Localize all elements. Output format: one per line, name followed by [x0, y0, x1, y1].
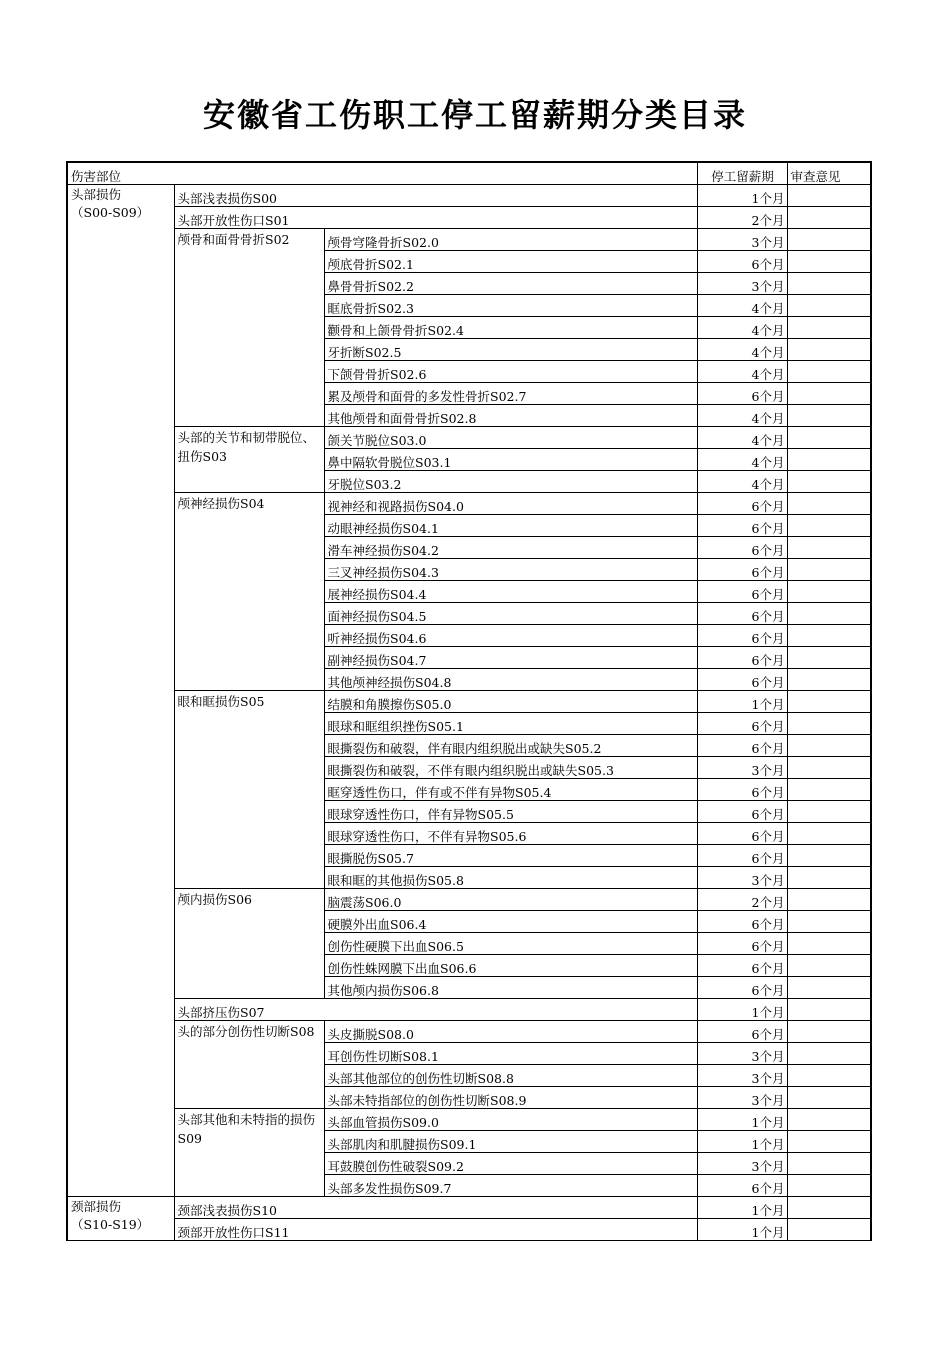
- period-value: 3个月: [697, 757, 787, 779]
- item-label: 面神经损伤S04.5: [324, 603, 697, 625]
- group-label: 头部其他和未特指的损伤S09: [174, 1109, 324, 1197]
- period-value: 6个月: [697, 559, 787, 581]
- item-label: 下颌骨骨折S02.6: [324, 361, 697, 383]
- section-name: 颈部损伤: [71, 1199, 122, 1214]
- item-label: 滑车神经损伤S04.2: [324, 537, 697, 559]
- period-value: 6个月: [697, 493, 787, 515]
- period-value: 6个月: [697, 251, 787, 273]
- table-row: [67, 1109, 871, 1131]
- item-label: 头皮撕脱S08.0: [324, 1021, 697, 1043]
- table-row: [67, 427, 871, 449]
- review-cell: [787, 625, 871, 647]
- review-cell: [787, 207, 871, 229]
- group-label: 头部的关节和韧带脱位、扭伤S03: [174, 427, 324, 493]
- item-label: 创伤性硬膜下出血S06.5: [324, 933, 697, 955]
- review-cell: [787, 361, 871, 383]
- review-cell: [787, 339, 871, 361]
- item-label: 鼻中隔软骨脱位S03.1: [324, 449, 697, 471]
- period-value: 6个月: [697, 1175, 787, 1197]
- period-value: 6个月: [697, 647, 787, 669]
- item-label: 视神经和视路损伤S04.0: [324, 493, 697, 515]
- item-label: 颌关节脱位S03.0: [324, 427, 697, 449]
- section-cell: [67, 185, 174, 1197]
- section-code: （S00-S09）: [71, 205, 150, 220]
- item-label: 其他颅神经损伤S04.8: [324, 669, 697, 691]
- group-label: 颅神经损伤S04: [174, 493, 324, 691]
- section-code: （S10-S19）: [71, 1217, 150, 1232]
- period-value: 2个月: [697, 889, 787, 911]
- review-cell: [787, 493, 871, 515]
- review-cell: [787, 801, 871, 823]
- item-label: 结膜和角膜擦伤S05.0: [324, 691, 697, 713]
- table-row: [67, 207, 871, 229]
- header-part: 伤害部位: [67, 162, 697, 185]
- review-cell: [787, 1219, 871, 1241]
- review-cell: [787, 229, 871, 251]
- review-cell: [787, 889, 871, 911]
- review-cell: [787, 427, 871, 449]
- period-value: 4个月: [697, 427, 787, 449]
- review-cell: [787, 867, 871, 889]
- period-value: 6个月: [697, 713, 787, 735]
- review-cell: [787, 603, 871, 625]
- review-cell: [787, 515, 871, 537]
- period-value: 2个月: [697, 207, 787, 229]
- review-cell: [787, 537, 871, 559]
- group-label: 颅骨和面骨骨折S02: [174, 229, 324, 427]
- review-cell: [787, 1131, 871, 1153]
- period-value: 6个月: [697, 933, 787, 955]
- item-label: 听神经损伤S04.6: [324, 625, 697, 647]
- period-value: 6个月: [697, 581, 787, 603]
- review-cell: [787, 1153, 871, 1175]
- item-label: 头部血管损伤S09.0: [324, 1109, 697, 1131]
- item-label: 硬膜外出血S06.4: [324, 911, 697, 933]
- review-cell: [787, 251, 871, 273]
- period-value: 4个月: [697, 317, 787, 339]
- item-label: 牙脱位S03.2: [324, 471, 697, 493]
- period-value: 3个月: [697, 1043, 787, 1065]
- classification-table: [66, 161, 872, 1241]
- period-value: 1个月: [697, 185, 787, 207]
- period-value: 3个月: [697, 1153, 787, 1175]
- review-cell: [787, 647, 871, 669]
- item-label: 头部多发性损伤S09.7: [324, 1175, 697, 1197]
- period-value: 1个月: [697, 999, 787, 1021]
- table-row: [67, 889, 871, 911]
- review-cell: [787, 955, 871, 977]
- period-value: 6个月: [697, 977, 787, 999]
- table-row: [67, 999, 871, 1021]
- review-cell: [787, 295, 871, 317]
- period-value: 1个月: [697, 1131, 787, 1153]
- group-label: 颈部浅表损伤S10: [174, 1197, 697, 1219]
- review-cell: [787, 823, 871, 845]
- period-value: 3个月: [697, 1087, 787, 1109]
- review-cell: [787, 1021, 871, 1043]
- item-label: 头部未特指部位的创伤性切断S08.9: [324, 1087, 697, 1109]
- period-value: 3个月: [697, 229, 787, 251]
- review-cell: [787, 581, 871, 603]
- review-cell: [787, 1175, 871, 1197]
- table-row: [67, 229, 871, 251]
- table-row: [67, 185, 871, 207]
- item-label: 颅骨穹隆骨折S02.0: [324, 229, 697, 251]
- group-label: 颅内损伤S06: [174, 889, 324, 999]
- period-value: 4个月: [697, 295, 787, 317]
- header-period: 停工留薪期: [697, 162, 787, 185]
- review-cell: [787, 779, 871, 801]
- item-label: 眼撕脱伤S05.7: [324, 845, 697, 867]
- item-label: 头部肌肉和肌腱损伤S09.1: [324, 1131, 697, 1153]
- review-cell: [787, 757, 871, 779]
- period-value: 6个月: [697, 1021, 787, 1043]
- item-label: 动眼神经损伤S04.1: [324, 515, 697, 537]
- period-value: 1个月: [697, 1109, 787, 1131]
- item-label: 眶底骨折S02.3: [324, 295, 697, 317]
- period-value: 4个月: [697, 339, 787, 361]
- review-cell: [787, 911, 871, 933]
- review-cell: [787, 1109, 871, 1131]
- period-value: 4个月: [697, 471, 787, 493]
- item-label: 鼻骨骨折S02.2: [324, 273, 697, 295]
- group-label: 头的部分创伤性切断S08: [174, 1021, 324, 1109]
- page-title: 安徽省工伤职工停工留薪期分类目录: [202, 96, 747, 134]
- item-label: 颧骨和上颌骨骨折S02.4: [324, 317, 697, 339]
- review-cell: [787, 317, 871, 339]
- table-row: [67, 1219, 871, 1241]
- period-value: 6个月: [697, 801, 787, 823]
- period-value: 6个月: [697, 537, 787, 559]
- table-row: [67, 691, 871, 713]
- period-value: 3个月: [697, 1065, 787, 1087]
- item-label: 展神经损伤S04.4: [324, 581, 697, 603]
- item-label: 脑震荡S06.0: [324, 889, 697, 911]
- item-label: 副神经损伤S04.7: [324, 647, 697, 669]
- table-row: [67, 1021, 871, 1043]
- review-cell: [787, 449, 871, 471]
- review-cell: [787, 405, 871, 427]
- section-name: 头部损伤: [71, 187, 122, 202]
- period-value: 1个月: [697, 691, 787, 713]
- item-label: 眼撕裂伤和破裂，伴有眼内组织脱出或缺失S05.2: [324, 735, 697, 757]
- period-value: 3个月: [697, 273, 787, 295]
- period-value: 6个月: [697, 955, 787, 977]
- table-header-row: [67, 162, 871, 185]
- group-label: 颈部开放性伤口S11: [174, 1219, 697, 1241]
- item-label: 眼球和眶组织挫伤S05.1: [324, 713, 697, 735]
- item-label: 眼撕裂伤和破裂，不伴有眼内组织脱出或缺失S05.3: [324, 757, 697, 779]
- period-value: 6个月: [697, 779, 787, 801]
- period-value: 1个月: [697, 1219, 787, 1241]
- item-label: 累及颅骨和面骨的多发性骨折S02.7: [324, 383, 697, 405]
- review-cell: [787, 999, 871, 1021]
- item-label: 耳创伤性切断S08.1: [324, 1043, 697, 1065]
- period-value: 6个月: [697, 625, 787, 647]
- group-label: 眼和眶损伤S05: [174, 691, 324, 889]
- item-label: 眼球穿透性伤口，不伴有异物S05.6: [324, 823, 697, 845]
- period-value: 4个月: [697, 405, 787, 427]
- review-cell: [787, 691, 871, 713]
- item-label: 眶穿透性伤口，伴有或不伴有异物S05.4: [324, 779, 697, 801]
- period-value: 6个月: [697, 735, 787, 757]
- table-row: [67, 493, 871, 515]
- period-value: 6个月: [697, 603, 787, 625]
- period-value: 3个月: [697, 867, 787, 889]
- period-value: 4个月: [697, 361, 787, 383]
- review-cell: [787, 1197, 871, 1219]
- period-value: 6个月: [697, 845, 787, 867]
- review-cell: [787, 383, 871, 405]
- review-cell: [787, 185, 871, 207]
- review-cell: [787, 735, 871, 757]
- review-cell: [787, 669, 871, 691]
- table-row: [67, 1197, 871, 1219]
- review-cell: [787, 933, 871, 955]
- period-value: 1个月: [697, 1197, 787, 1219]
- header-review: 审查意见: [787, 162, 871, 185]
- item-label: 头部其他部位的创伤性切断S08.8: [324, 1065, 697, 1087]
- item-label: 耳鼓膜创伤性破裂S09.2: [324, 1153, 697, 1175]
- item-label: 眼和眶的其他损伤S05.8: [324, 867, 697, 889]
- period-value: 4个月: [697, 449, 787, 471]
- item-label: 牙折断S02.5: [324, 339, 697, 361]
- period-value: 6个月: [697, 383, 787, 405]
- period-value: 6个月: [697, 823, 787, 845]
- period-value: 6个月: [697, 669, 787, 691]
- review-cell: [787, 559, 871, 581]
- item-label: 创伤性蛛网膜下出血S06.6: [324, 955, 697, 977]
- item-label: 三叉神经损伤S04.3: [324, 559, 697, 581]
- period-value: 6个月: [697, 911, 787, 933]
- period-value: 6个月: [697, 515, 787, 537]
- group-label: 头部开放性伤口S01: [174, 207, 697, 229]
- review-cell: [787, 713, 871, 735]
- item-label: 颅底骨折S02.1: [324, 251, 697, 273]
- review-cell: [787, 1043, 871, 1065]
- table-body: [67, 162, 871, 1241]
- item-label: 眼球穿透性伤口，伴有异物S05.5: [324, 801, 697, 823]
- item-label: 其他颅骨和面骨骨折S02.8: [324, 405, 697, 427]
- review-cell: [787, 977, 871, 999]
- section-cell: [67, 1197, 174, 1241]
- review-cell: [787, 1065, 871, 1087]
- review-cell: [787, 1087, 871, 1109]
- review-cell: [787, 273, 871, 295]
- group-label: 头部挤压伤S07: [174, 999, 697, 1021]
- group-label: 头部浅表损伤S00: [174, 185, 697, 207]
- review-cell: [787, 845, 871, 867]
- item-label: 其他颅内损伤S06.8: [324, 977, 697, 999]
- review-cell: [787, 471, 871, 493]
